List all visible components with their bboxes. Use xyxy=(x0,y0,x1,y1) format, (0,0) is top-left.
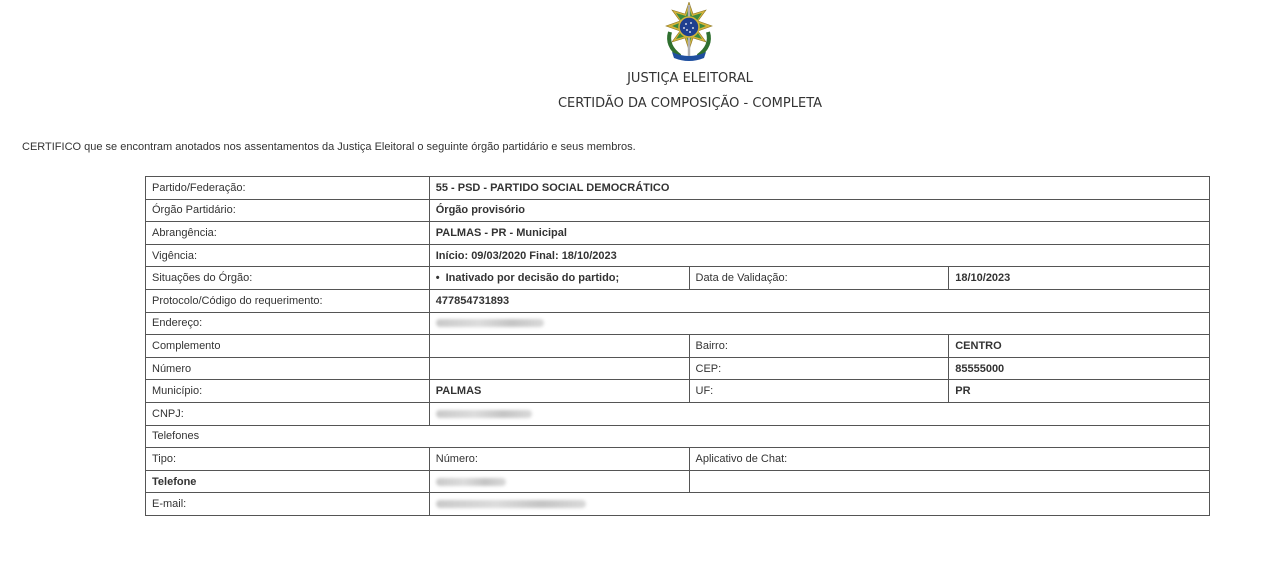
brazil-coat-of-arms-icon xyxy=(662,2,716,62)
table-row xyxy=(146,267,1210,290)
bairro-label: Bairro: xyxy=(689,335,949,358)
validacao-label: Data de Validação: xyxy=(689,267,949,290)
table-row xyxy=(146,177,1210,200)
situacoes-value: Inativado por decisão do partido; xyxy=(445,272,620,285)
endereco-value-redacted xyxy=(429,312,1209,335)
chat-header: Aplicativo de Chat: xyxy=(689,448,1210,471)
municipio-value: PALMAS xyxy=(429,380,689,403)
table-row xyxy=(146,402,1210,425)
table-row xyxy=(146,425,1210,448)
certification-text: CERTIFICO que se encontram anotados nos assentamentos da Justiça Eleitoral o seguinte órgão partidário e seus membros. xyxy=(22,141,636,153)
table-row xyxy=(146,222,1210,245)
table-row xyxy=(146,312,1210,335)
validacao-value: 18/10/2023 xyxy=(949,267,1210,290)
endereco-label: Endereço: xyxy=(146,312,430,335)
table-row xyxy=(146,470,1210,493)
table-row xyxy=(146,380,1210,403)
vigencia-value: Início: 09/03/2020 Final: 18/10/2023 xyxy=(429,244,1209,267)
table-row xyxy=(146,244,1210,267)
bullet-icon: • xyxy=(435,272,440,285)
uf-value: PR xyxy=(949,380,1210,403)
orgao-label: Órgão Partidário: xyxy=(146,199,430,222)
cnpj-label: CNPJ: xyxy=(146,402,430,425)
abrangencia-label: Abrangência: xyxy=(146,222,430,245)
municipio-label: Município: xyxy=(146,380,430,403)
complemento-label: Complemento xyxy=(146,335,430,358)
table-row xyxy=(146,357,1210,380)
numero-label: Número xyxy=(146,357,430,380)
telefone-type: Telefone xyxy=(146,470,430,493)
table-row xyxy=(146,335,1210,358)
cnpj-value-redacted xyxy=(429,402,1209,425)
bairro-value: CENTRO xyxy=(949,335,1210,358)
abrangencia-value: PALMAS - PR - Municipal xyxy=(429,222,1209,245)
email-label: E-mail: xyxy=(146,493,430,516)
uf-label: UF: xyxy=(689,380,949,403)
table-row xyxy=(146,493,1210,516)
protocolo-value: 477854731893 xyxy=(429,289,1209,312)
numero-value xyxy=(429,357,689,380)
cep-value: 85555000 xyxy=(949,357,1210,380)
situacoes-label: Situações do Órgão: xyxy=(146,267,430,290)
telefone-number-redacted xyxy=(429,470,689,493)
partido-value: 55 - PSD - PARTIDO SOCIAL DEMOCRÁTICO xyxy=(429,177,1209,200)
table-row xyxy=(146,448,1210,471)
orgao-value: Órgão provisório xyxy=(429,199,1209,222)
tipo-header: Tipo: xyxy=(146,448,430,471)
numero-header: Número: xyxy=(429,448,689,471)
vigencia-label: Vigência: xyxy=(146,244,430,267)
situacoes-value-cell xyxy=(429,267,689,290)
redacted-blur xyxy=(436,500,586,508)
protocolo-label: Protocolo/Código do requerimento: xyxy=(146,289,430,312)
party-info-table xyxy=(145,176,1210,516)
redacted-blur xyxy=(436,319,544,327)
email-value-redacted xyxy=(429,493,1209,516)
org-name: JUSTIÇA ELEITORAL xyxy=(627,71,753,86)
document-title: CERTIDÃO DA COMPOSIÇÃO - COMPLETA xyxy=(557,96,823,111)
redacted-blur xyxy=(436,478,506,486)
telefone-chat-value xyxy=(689,470,1210,493)
table-row xyxy=(146,289,1210,312)
redacted-blur xyxy=(436,410,532,418)
partido-label: Partido/Federação: xyxy=(146,177,430,200)
cep-label: CEP: xyxy=(689,357,949,380)
table-row xyxy=(146,199,1210,222)
complemento-value xyxy=(429,335,689,358)
telefones-section-label: Telefones xyxy=(146,425,1210,448)
